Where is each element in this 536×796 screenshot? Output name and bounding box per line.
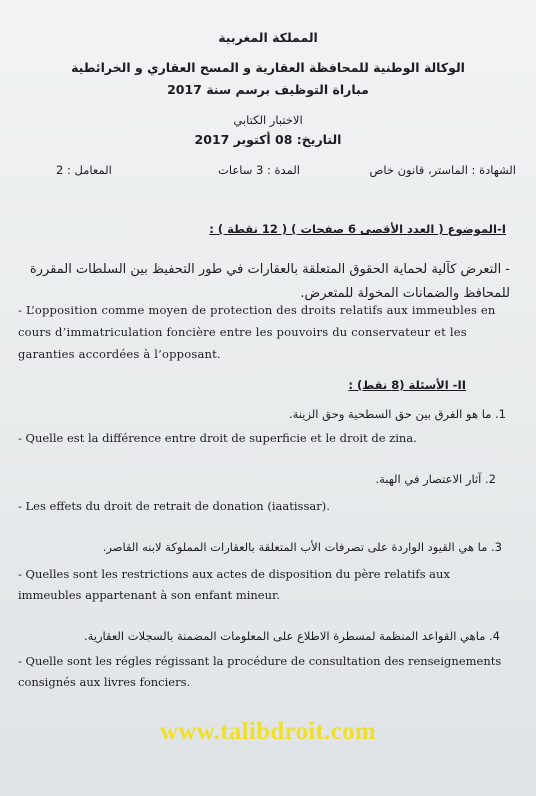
kingdom-heading: المملكة المغربية bbox=[218, 30, 318, 45]
section1-french-topic: - L’opposition comme moyen de protection des droits relatifs aux immeubles en cours d’immatriculation foncière entre les pouvoirs du conservateur et les garanties accordées à l’opposant. bbox=[18, 303, 496, 361]
section1-title: I-الموضوع ( العدد الأقصى 6 صفحات ) ( 12 نقطة ) : bbox=[209, 222, 506, 236]
duration-info: المدة : 3 ساعات bbox=[218, 163, 300, 177]
certificate-info: الشهادة : الماستر، قانون خاص bbox=[369, 163, 516, 177]
question-1-french: - Quelle est la différence entre droit de superficie et le droit de zina. bbox=[18, 431, 417, 445]
agency-heading: الوكالة الوطنية للمحافظة العقارية و المسح العقاري و الخرائطية bbox=[71, 60, 465, 75]
question-4-arabic: 4. ماهي القواعد المنظمة لمسطرة الاطلاع على المعلومات المضمنة بالسجلات العقارية. bbox=[83, 629, 500, 643]
written-exam-label: الاختبار الكتابي bbox=[233, 113, 303, 127]
section1-arabic-topic: - التعرض كآلية لحماية الحقوق المتعلقة بالعقارات في طور التحفيظ بين السلطات المقررة للمحافظ والضمانات المخولة للمتعرض. bbox=[29, 262, 510, 301]
coefficient-info: المعامل : 2 bbox=[56, 163, 112, 177]
website-watermark: www.talibdroit.com bbox=[159, 718, 377, 745]
question-4-french: - Quelle sont les régles régissant la procédure de consultation des renseignements consignés aux livres fonciers. bbox=[18, 654, 502, 689]
question-3-french: - Quelles sont les restrictions aux actes de disposition du père relatifs aux immeubles appartenant à son enfant mineur. bbox=[18, 567, 450, 602]
question-1-arabic: 1. ما هو الفرق بين حق السطحية وحق الزينة. bbox=[288, 407, 506, 421]
section2-title: II- الأسئلة (8 نقط) : bbox=[348, 378, 466, 392]
question-2-arabic: 2. آثار الاعتصار في الهبة. bbox=[375, 472, 496, 486]
contest-heading: مباراة التوظيف برسم سنة 2017 bbox=[167, 82, 369, 97]
exam-date: التاريخ: 08 أكتوبر 2017 bbox=[194, 132, 342, 147]
question-3-arabic: 3. ما هي القيود الواردة على تصرفات الأب المتعلقة بالعقارات المملوكة لابنه القاصر. bbox=[102, 540, 502, 554]
question-2-french: - Les effets du droit de retrait de donation (iaatissar). bbox=[18, 499, 330, 513]
